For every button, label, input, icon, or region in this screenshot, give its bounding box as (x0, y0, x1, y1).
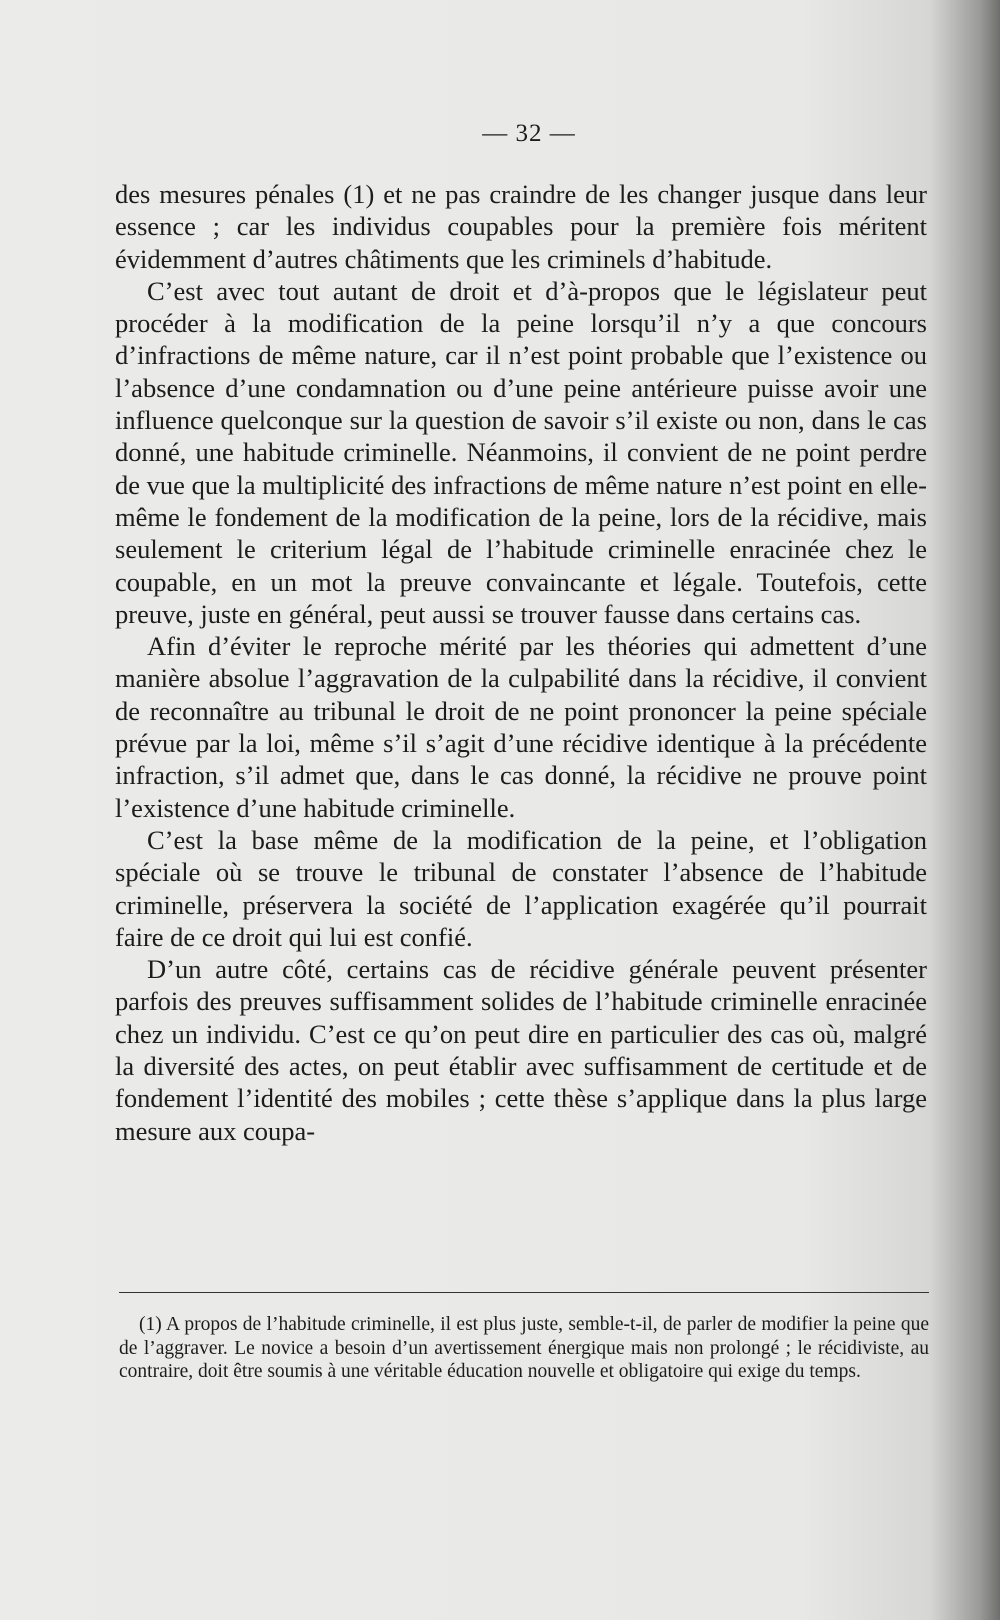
paragraph: C’est la base même de la modification de la peine, et l’obligation spéciale où se trouve le tribunal de constater l’absence de l’habitude criminelle, préservera la société de l’application exagérée qu’il pourrait faire de ce droit qui lui est confié. (115, 824, 927, 952)
footnote: (1) A propos de l’habitude criminelle, il est plus juste, semble-t-il, de parler de modifier la peine que de l’aggraver. Le novice a besoin d’un avertissement énergique mais non prolongé ; le récidiviste, au contraire, doit être soumis à une véritable éducation nouvelle et obligatoire qui exige du temps. (119, 1314, 929, 1382)
page-number: — 32 — (482, 120, 576, 147)
footnote-separator (119, 1292, 929, 1293)
paragraph: D’un autre côté, certains cas de récidive générale peuvent présenter parfois des preuves suffisamment solides de l’habitude criminelle enracinée chez un individu. C’est ce qu’on peut dire en particulier des cas où, malgré la diversité des actes, on peut établir avec suffisamment de certitude et de fondement l’identité des mobiles ; cette thèse s’applique dans la plus large mesure aux coupa- (115, 954, 927, 1146)
paragraph: Afin d’éviter le reproche mérité par les théories qui admettent d’une manière absolue l’aggravation de la culpabilité dans la récidive, il convient de reconnaître au tribunal le droit de ne point prononcer la peine spéciale prévue par la loi, même s’il s’agit d’une récidive identique à la précédente infraction, s’il admet que, dans le cas donné, la récidive ne prouve point l’existence d’une habitude criminelle. (115, 631, 927, 823)
paragraph: des mesures pénales (1) et ne pas craindre de les changer jusque dans leur essence ; car les individus coupables pour la première fois méritent évidemment d’autres châtiments que les criminels d’habitude. (115, 179, 927, 274)
body-text (115, 178, 927, 1147)
paragraph: C’est avec tout autant de droit et d’à-propos que le législateur peut procéder à la modification de la peine lorsqu’il n’y a que concours d’infractions de même nature, car il n’est point probable que l’existence ou l’absence d’une condamnation ou d’une peine antérieure puisse avoir une influence quelconque sur la question de savoir s’il existe ou non, dans le cas donné, une habitude criminelle. Néanmoins, il convient de ne point perdre de vue que la multiplicité des infractions de même nature n’est point en elle-même le fondement de la modification de la peine, lors de la récidive, mais seulement le criterium légal de l’habitude criminelle enracinée chez le coupable, en un mot la preuve convaincante et légale. Toutefois, cette preuve, juste en général, peut aussi se trouver fausse dans certains cas. (115, 275, 927, 629)
